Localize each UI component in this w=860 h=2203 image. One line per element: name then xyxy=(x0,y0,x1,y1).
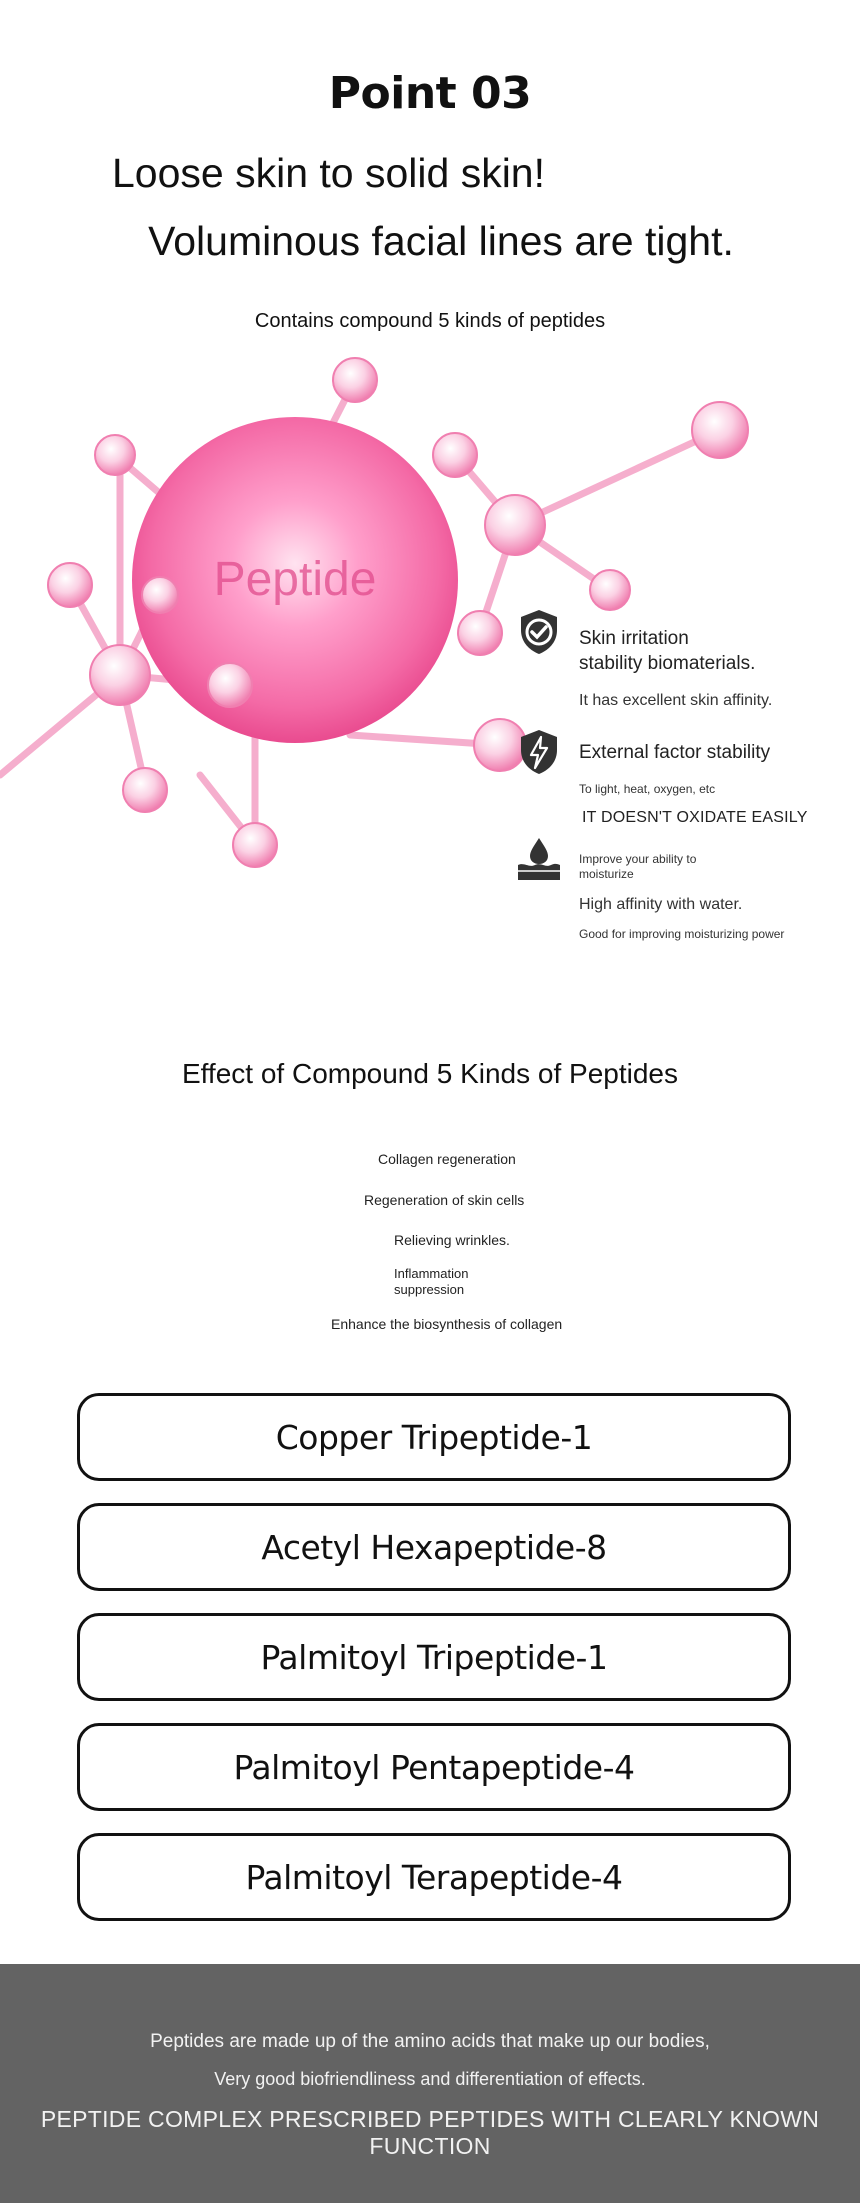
feature-title: High affinity with water. xyxy=(579,896,743,913)
peptide-pill: Acetyl Hexapeptide-8 xyxy=(77,1503,791,1591)
peptide-pill: Copper Tripeptide-1 xyxy=(77,1393,791,1481)
effect-item: Inflammation suppression xyxy=(394,1266,469,1297)
effect-item: Enhance the biosynthesis of collagen xyxy=(331,1316,563,1332)
effects-title: Effect of Compound 5 Kinds of Peptides xyxy=(181,1058,678,1089)
peptide-pill: Palmitoyl Tripeptide-1 xyxy=(77,1613,791,1701)
feature-sub: Good for improving moisturizing power xyxy=(579,927,785,941)
contains-caption: Contains compound 5 kinds of peptides xyxy=(254,310,606,332)
peptide-sphere-label: Peptide xyxy=(213,553,377,606)
feature-small: Improve your ability to moisturize xyxy=(579,852,697,881)
effect-item: Collagen regeneration xyxy=(378,1151,516,1167)
feature-small: To light, heat, oxygen, etc xyxy=(579,782,716,796)
feature-title: External factor stability xyxy=(579,742,771,763)
moisture-drop-icon xyxy=(515,835,563,883)
footer-line: Very good biofriendliness and differentiation of effects. xyxy=(214,2069,646,2089)
point-title: Point 03 xyxy=(328,68,532,119)
peptide-pill: Palmitoyl Pentapeptide-4 xyxy=(77,1723,791,1811)
feature-title: Skin irritation stability biomaterials. xyxy=(579,628,756,674)
shield-check-icon xyxy=(515,608,563,656)
footer-line: Peptides are made up of the amino acids that make up our bodies, xyxy=(150,2031,710,2052)
headline-line2: Voluminous facial lines are tight. xyxy=(148,218,734,264)
feature-sub: It has excellent skin affinity. xyxy=(579,692,773,709)
peptide-pill: Palmitoyl Terapeptide-4 xyxy=(77,1833,791,1921)
effect-item: Relieving wrinkles. xyxy=(394,1232,510,1248)
headline-line1: Loose skin to solid skin! xyxy=(112,150,546,196)
shield-lightning-icon xyxy=(515,728,563,776)
feature-caps: IT DOESN'T OXIDATE EASILY xyxy=(582,809,808,826)
footer-tagline: PEPTIDE COMPLEX PRESCRIBED PEPTIDES WITH CLEARLY KNOWN FUNCTION xyxy=(40,2106,820,2159)
footer-band xyxy=(0,1964,860,2203)
effect-item: Regeneration of skin cells xyxy=(364,1192,525,1208)
